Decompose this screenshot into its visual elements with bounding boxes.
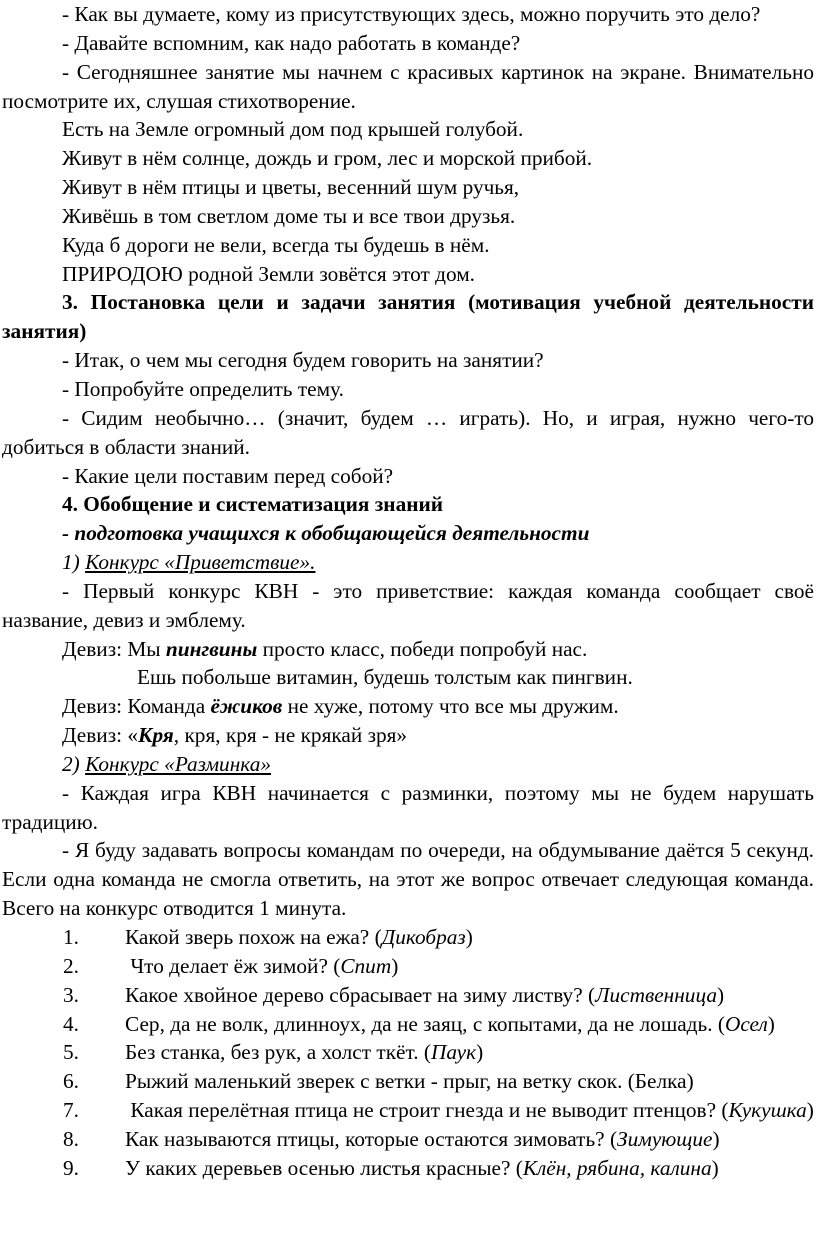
paragraph: - Итак, о чем мы сегодня будем говорить на занятии? bbox=[62, 348, 544, 373]
question-number: 8. bbox=[63, 1126, 79, 1151]
poem-line: Есть на Земле огромный дом под крышей голубой. bbox=[62, 117, 524, 142]
question-text: Какой зверь похож на ежа? ( bbox=[125, 925, 382, 949]
section-subheading: - подготовка учащихся к обобщающейся деятельности bbox=[62, 521, 590, 546]
paragraph: - Я буду задавать вопросы командам по очереди, на обдумывание даётся 5 секунд. Если одна команда не смогла ответить, на этот же вопрос отвечает следующая команда. Всего на конкурс отводится 1 минута. bbox=[2, 838, 814, 921]
contest-title: Конкурс «Приветствие». bbox=[85, 550, 316, 575]
motto-text: просто класс, победи попробуй нас. bbox=[257, 636, 588, 661]
contest-heading bbox=[2, 750, 814, 779]
question-close: ) bbox=[806, 1098, 814, 1123]
question-number: 4. bbox=[63, 1011, 79, 1036]
question-answer: Кукушка bbox=[728, 1098, 807, 1123]
question-close: ) bbox=[767, 1011, 775, 1036]
poem-line: Живут в нём солнце, дождь и гром, лес и морской прибой. bbox=[62, 146, 593, 171]
motto-line bbox=[2, 692, 814, 721]
contest-number: 2) bbox=[62, 751, 86, 776]
poem-line: ПРИРОДОЮ родной Земли зовётся этот дом. bbox=[62, 261, 476, 286]
question-close: ) bbox=[465, 925, 473, 949]
contest-title: Конкурс «Разминка» bbox=[85, 751, 271, 776]
question-item bbox=[2, 923, 814, 952]
question-number: 9. bbox=[63, 1155, 79, 1180]
paragraph: - Каждая игра КВН начинается с разминки, поэтому мы не будем нарушать традицию. bbox=[2, 780, 814, 834]
contest-heading bbox=[2, 548, 814, 577]
poem-line: Живут в нём птицы и цветы, весенний шум ручья, bbox=[62, 175, 520, 200]
question-text: Какое хвойное дерево сбрасывает на зиму листву? ( bbox=[125, 982, 596, 1007]
question-answer: Осел bbox=[724, 1011, 768, 1036]
question-close: ) bbox=[711, 1155, 719, 1180]
contest-number: 1) bbox=[62, 550, 86, 575]
question-text: У каких деревьев осенью листья красные? ( bbox=[125, 1155, 523, 1180]
question-close: ) bbox=[391, 953, 399, 978]
question-item bbox=[2, 1096, 814, 1125]
question-text: Без станка, без рук, а холст ткёт. ( bbox=[125, 1040, 431, 1065]
question-number: 1. bbox=[63, 925, 79, 949]
motto-label: Девиз: Команда bbox=[62, 694, 211, 719]
motto-text: не хуже, потому что все мы дружим. bbox=[282, 694, 619, 719]
question-text: Как называются птицы, которые остаются зимовать? ( bbox=[125, 1126, 618, 1151]
paragraph: - Сидим необычно… (значит, будем … играть). Но, и играя, нужно чего-то добиться в области знаний. bbox=[2, 405, 814, 459]
question-item bbox=[2, 981, 814, 1010]
section-heading: 3. Постановка цели и задачи занятия (мотивация учебной деятельности занятия) bbox=[2, 290, 814, 344]
question-answer: Лиственница bbox=[595, 982, 718, 1007]
poem-line: Куда б дороги не вели, всегда ты будешь в нём. bbox=[62, 232, 490, 257]
motto-line bbox=[2, 721, 814, 750]
motto-label: Девиз: « bbox=[62, 723, 138, 748]
motto-line bbox=[2, 635, 814, 664]
poem-line: Живёшь в том светлом доме ты и все твои друзья. bbox=[62, 203, 516, 228]
question-text: Какая перелётная птица не строит гнезда и не выводит птенцов? ( bbox=[125, 1098, 729, 1123]
question-number: 2. bbox=[63, 953, 79, 978]
question-close: ) bbox=[476, 1040, 484, 1065]
question-item bbox=[2, 952, 814, 981]
question-answer: Зимующие bbox=[617, 1126, 713, 1151]
motto-label: Девиз: Мы bbox=[62, 636, 166, 661]
question-number: 7. bbox=[63, 1098, 79, 1123]
team-name: пингвины bbox=[165, 636, 258, 661]
paragraph: - Первый конкурс КВН - это приветствие: каждая команда сообщает своё название, девиз и эмблему. bbox=[2, 578, 814, 632]
question-answer: Клён, рябина, калина bbox=[522, 1155, 712, 1180]
question-answer: Паук bbox=[430, 1040, 477, 1065]
question-item bbox=[2, 1038, 814, 1067]
paragraph: - Попробуйте определить тему. bbox=[62, 376, 344, 401]
section-heading: 4. Обобщение и систематизация знаний bbox=[62, 492, 444, 517]
question-item bbox=[2, 1010, 814, 1039]
motto-text: , кря, кря - не крякай зря» bbox=[173, 723, 408, 748]
team-name: Кря bbox=[138, 723, 174, 748]
paragraph: - Как вы думаете, кому из присутствующих здесь, можно поручить это дело? bbox=[62, 2, 761, 26]
question-item bbox=[2, 1154, 814, 1183]
team-name: ёжиков bbox=[210, 694, 283, 719]
question-item bbox=[2, 1067, 814, 1096]
paragraph: - Давайте вспомним, как надо работать в команде? bbox=[62, 30, 521, 55]
paragraph: - Какие цели поставим перед собой? bbox=[62, 463, 394, 488]
question-text: Рыжий маленький зверек с ветки - прыг, на ветку скок. (Белка) bbox=[125, 1069, 694, 1094]
question-text: Сер, да не волк, длинноух, да не заяц, с копытами, да не лошадь. ( bbox=[125, 1011, 725, 1036]
question-number: 3. bbox=[63, 982, 79, 1007]
question-answer: Дикобраз bbox=[381, 925, 466, 949]
question-close: ) bbox=[712, 1126, 720, 1151]
question-number: 5. bbox=[63, 1040, 79, 1065]
motto-line: Ешь побольше витамин, будешь толстым как пингвин. bbox=[137, 665, 633, 690]
question-close: ) bbox=[717, 982, 725, 1007]
question-item bbox=[2, 1125, 814, 1154]
paragraph: - Сегодняшнее занятие мы начнем с красивых картинок на экране. Внимательно посмотрите их, слушая стихотворение. bbox=[2, 59, 814, 113]
question-number: 6. bbox=[63, 1069, 79, 1094]
question-text: Что делает ёж зимой? ( bbox=[125, 953, 341, 978]
question-answer: Спит bbox=[340, 953, 392, 978]
